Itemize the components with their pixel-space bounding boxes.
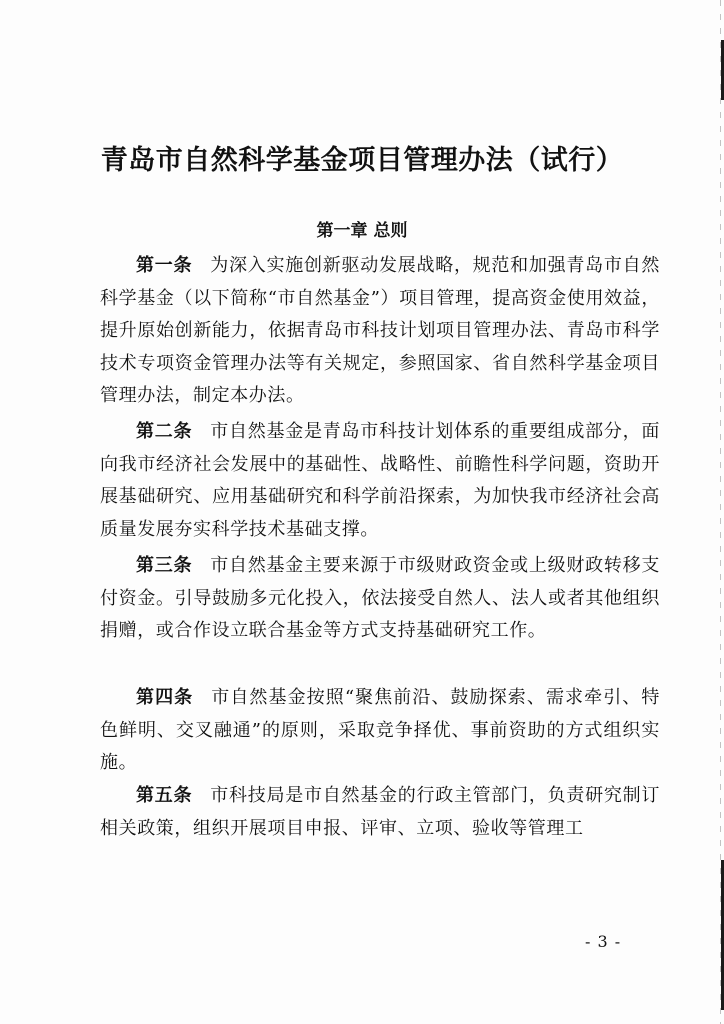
article-4-label: 第四条 [136,687,194,708]
article-2-label: 第二条 [136,421,193,442]
article-3-label: 第三条 [136,555,193,576]
article-3 [100,550,660,648]
article-4 [100,682,660,780]
article-5 [100,780,660,845]
article-1 [100,250,660,413]
document-title: 青岛市自然科学基金项目管理办法（试行） [100,145,624,176]
article-4-text: 市自然基金按照“聚焦前沿、鼓励探索、需求牵引、特色鲜明、交叉融通”的原则，采取竞争择优、事前资助的方式组织实施。 [100,687,660,773]
article-1-label: 第一条 [136,255,193,276]
article-5-label: 第五条 [136,785,193,806]
page-number: - 3 - [585,932,622,951]
chapter-heading: 第一章 总则 [316,221,408,241]
article-2-text: 市自然基金是青岛市科技计划体系的重要组成部分，面向我市经济社会发展中的基础性、战略性、前瞻性科学问题，资助开展基础研究、应用基础研究和科学前沿探索，为加快我市经济社会高质量发展夯实科学技术基础支撑。 [100,421,660,540]
article-5-text: 市科技局是市自然基金的行政主管部门，负责研究制订相关政策，组织开展项目申报、评审、立项、验收等管理工 [100,785,660,839]
article-3-text: 市自然基金主要来源于市级财政资金或上级财政转移支付资金。引导鼓励多元化投入，依法接受自然人、法人或者其他组织捐赠，或合作设立联合基金等方式支持基础研究工作。 [100,555,660,641]
article-2 [100,416,660,546]
article-1-text: 为深入实施创新驱动发展战略，规范和加强青岛市自然科学基金（以下简称“市自然基金”）项目管理，提高资金使用效益，提升原始创新能力，依据青岛市科技计划项目管理办法、青岛市科学技术专项资金管理办法等有关规定，参照国家、省自然科学基金项目管理办法，制定本办法。 [100,255,660,406]
